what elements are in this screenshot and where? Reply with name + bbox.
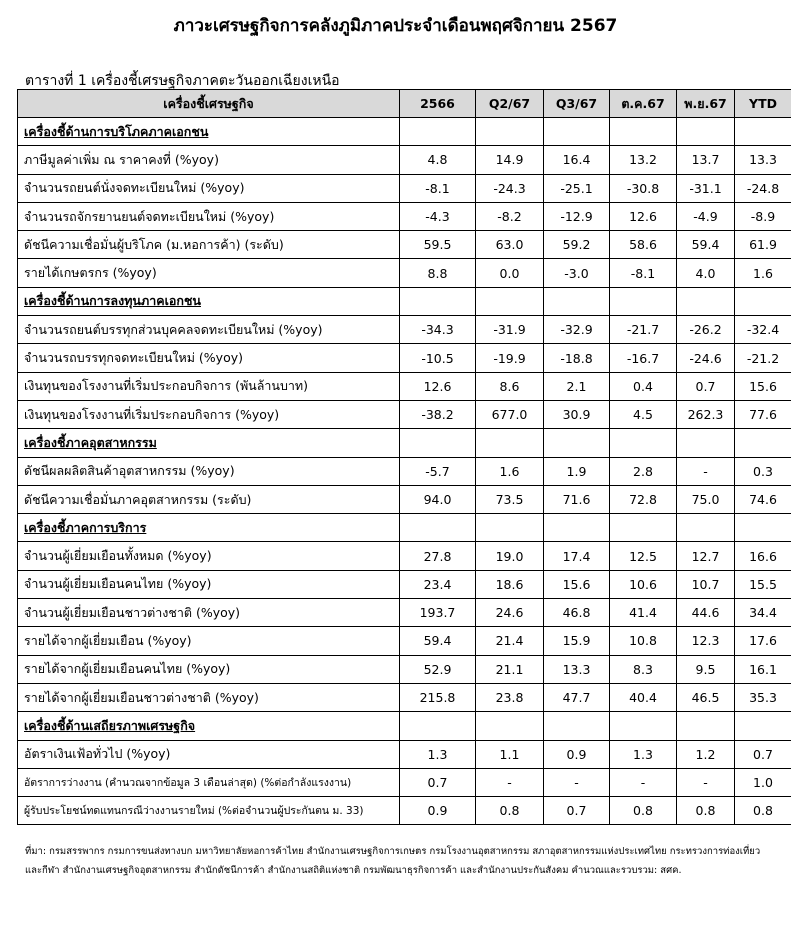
value-cell: 35.3	[735, 683, 791, 711]
value-cell: 8.6	[476, 372, 544, 400]
value-cell: 0.7	[400, 768, 476, 796]
section-header-row	[18, 118, 791, 146]
indicator-label: ดัชนีความเชื่อมั่นภาคอุตสาหกรรม (ระดับ)	[18, 485, 400, 513]
column-header: ต.ค.67	[610, 90, 677, 118]
value-cell: 73.5	[476, 485, 544, 513]
value-cell: -8.2	[476, 202, 544, 230]
value-cell: 193.7	[400, 599, 476, 627]
table-row	[18, 259, 791, 287]
value-cell: -21.7	[610, 316, 677, 344]
value-cell: 15.5	[735, 570, 791, 598]
table-body	[18, 118, 791, 825]
indicator-label: จำนวนรถจักรยานยนต์จดทะเบียนใหม่ (%yoy)	[18, 202, 400, 230]
page-title: ภาวะเศรษฐกิจการคลังภูมิภาคประจำเดือนพฤศจิกายน 2567	[173, 16, 618, 36]
value-cell: 17.4	[544, 542, 610, 570]
empty-cell	[735, 287, 791, 315]
value-cell: -16.7	[610, 344, 677, 372]
value-cell: 71.6	[544, 485, 610, 513]
value-cell: -	[677, 457, 735, 485]
value-cell: 1.9	[544, 457, 610, 485]
empty-cell	[677, 118, 735, 146]
empty-cell	[544, 514, 610, 542]
value-cell: 74.6	[735, 485, 791, 513]
table-row	[18, 457, 791, 485]
indicator-label: ดัชนีผลผลิตสินค้าอุตสาหกรรม (%yoy)	[18, 457, 400, 485]
value-cell: -	[544, 768, 610, 796]
empty-cell	[610, 287, 677, 315]
value-cell: 15.6	[735, 372, 791, 400]
empty-cell	[476, 118, 544, 146]
value-cell: -10.5	[400, 344, 476, 372]
value-cell: -21.2	[735, 344, 791, 372]
value-cell: 1.6	[476, 457, 544, 485]
empty-cell	[400, 287, 476, 315]
value-cell: 21.1	[476, 655, 544, 683]
value-cell: 13.7	[677, 146, 735, 174]
value-cell: -32.4	[735, 316, 791, 344]
column-header: Q3/67	[544, 90, 610, 118]
value-cell: 9.5	[677, 655, 735, 683]
value-cell: 0.0	[476, 259, 544, 287]
value-cell: 12.7	[677, 542, 735, 570]
value-cell: -26.2	[677, 316, 735, 344]
value-cell: 1.0	[735, 768, 791, 796]
indicator-label: รายได้จากผู้เยี่ยมเยือน (%yoy)	[18, 627, 400, 655]
value-cell: -	[476, 768, 544, 796]
value-cell: 21.4	[476, 627, 544, 655]
value-cell: 2.8	[610, 457, 677, 485]
table-caption: ตารางที่ 1 เครื่องชี้เศรษฐกิจภาคตะวันออกเฉียงเหนือ	[25, 73, 340, 89]
table-row	[18, 316, 791, 344]
empty-cell	[544, 118, 610, 146]
empty-cell	[677, 429, 735, 457]
source-line: และกีฬา สำนักงานเศรษฐกิจอุตสาหกรรม สำนักดัชนีการค้า สำนักงานสถิติแห่งชาติ กรมพัฒนาธุรกิจการค้า และสำนักงานประกันสังคม คำนวณและรวบรวม: สศค.	[25, 865, 682, 876]
indicator-label: รายได้จากผู้เยี่ยมเยือนคนไทย (%yoy)	[18, 655, 400, 683]
value-cell: 16.4	[544, 146, 610, 174]
value-cell: 17.6	[735, 627, 791, 655]
table-row	[18, 372, 791, 400]
value-cell: 41.4	[610, 599, 677, 627]
empty-cell	[400, 712, 476, 740]
empty-cell	[735, 429, 791, 457]
value-cell: 30.9	[544, 400, 610, 428]
column-header: YTD	[735, 90, 791, 118]
value-cell: 46.5	[677, 683, 735, 711]
value-cell: 4.8	[400, 146, 476, 174]
indicator-label: เงินทุนของโรงงานที่เริ่มประกอบกิจการ (พันล้านบาท)	[18, 372, 400, 400]
value-cell: 13.3	[735, 146, 791, 174]
value-cell: -4.3	[400, 202, 476, 230]
value-cell: 1.3	[610, 740, 677, 768]
table-row	[18, 740, 791, 768]
value-cell: -3.0	[544, 259, 610, 287]
value-cell: -25.1	[544, 174, 610, 202]
empty-cell	[735, 712, 791, 740]
value-cell: 63.0	[476, 231, 544, 259]
source-note	[25, 842, 775, 880]
value-cell: 23.4	[400, 570, 476, 598]
section-title: เครื่องชี้ด้านการบริโภคภาคเอกชน	[18, 118, 400, 146]
value-cell: -32.9	[544, 316, 610, 344]
value-cell: 10.7	[677, 570, 735, 598]
indicator-label: จำนวนรถยนต์นั่งจดทะเบียนใหม่ (%yoy)	[18, 174, 400, 202]
value-cell: 0.8	[735, 797, 791, 825]
table-row	[18, 344, 791, 372]
value-cell: 46.8	[544, 599, 610, 627]
indicator-label: จำนวนผู้เยี่ยมเยือนคนไทย (%yoy)	[18, 570, 400, 598]
value-cell: 677.0	[476, 400, 544, 428]
empty-cell	[677, 712, 735, 740]
value-cell: -8.1	[610, 259, 677, 287]
empty-cell	[544, 712, 610, 740]
empty-cell	[735, 514, 791, 542]
empty-cell	[610, 118, 677, 146]
value-cell: 0.4	[610, 372, 677, 400]
value-cell: 40.4	[610, 683, 677, 711]
value-cell: -8.9	[735, 202, 791, 230]
indicator-label: รายได้เกษตรกร (%yoy)	[18, 259, 400, 287]
value-cell: 13.2	[610, 146, 677, 174]
value-cell: 0.3	[735, 457, 791, 485]
empty-cell	[400, 514, 476, 542]
empty-cell	[677, 287, 735, 315]
empty-cell	[544, 287, 610, 315]
section-title: เครื่องชี้ภาคอุตสาหกรรม	[18, 429, 400, 457]
value-cell: -24.8	[735, 174, 791, 202]
value-cell: 23.8	[476, 683, 544, 711]
table-row	[18, 400, 791, 428]
value-cell: 72.8	[610, 485, 677, 513]
value-cell: 12.5	[610, 542, 677, 570]
table-row	[18, 231, 791, 259]
value-cell: 19.0	[476, 542, 544, 570]
section-header-row	[18, 287, 791, 315]
source-line: ที่มา: กรมสรรพากร กรมการขนส่งทางบก มหาวิทยาลัยหอการค้าไทย สำนักงานเศรษฐกิจการเกษตร กรมโรงงานอุตสาหกรรม สภาอุตสาหกรรมแห่งประเทศไทย กระทรวงการท่องเที่ยว	[25, 846, 761, 857]
value-cell: 0.9	[544, 740, 610, 768]
value-cell: 94.0	[400, 485, 476, 513]
table-header-row	[18, 90, 791, 118]
value-cell: 0.7	[677, 372, 735, 400]
value-cell: -34.3	[400, 316, 476, 344]
table-row	[18, 599, 791, 627]
value-cell: 0.7	[735, 740, 791, 768]
empty-cell	[610, 514, 677, 542]
value-cell: 77.6	[735, 400, 791, 428]
value-cell: 8.3	[610, 655, 677, 683]
value-cell: 44.6	[677, 599, 735, 627]
indicator-label: อัตราเงินเฟ้อทั่วไป (%yoy)	[18, 740, 400, 768]
table-row	[18, 542, 791, 570]
table-row	[18, 570, 791, 598]
value-cell: 10.6	[610, 570, 677, 598]
value-cell: -24.3	[476, 174, 544, 202]
value-cell: 1.6	[735, 259, 791, 287]
indicator-label: จำนวนผู้เยี่ยมเยือนชาวต่างชาติ (%yoy)	[18, 599, 400, 627]
empty-cell	[544, 429, 610, 457]
empty-cell	[400, 429, 476, 457]
section-header-row	[18, 514, 791, 542]
indicator-label: อัตราการว่างงาน (คำนวณจากข้อมูล 3 เดือนล่าสุด) (%ต่อกำลังแรงงาน)	[18, 768, 400, 796]
value-cell: 0.8	[610, 797, 677, 825]
value-cell: 15.9	[544, 627, 610, 655]
value-cell: 59.4	[677, 231, 735, 259]
value-cell: 58.6	[610, 231, 677, 259]
table-row	[18, 202, 791, 230]
value-cell: 52.9	[400, 655, 476, 683]
value-cell: 75.0	[677, 485, 735, 513]
table-row	[18, 683, 791, 711]
value-cell: 1.3	[400, 740, 476, 768]
value-cell: -19.9	[476, 344, 544, 372]
table-row	[18, 146, 791, 174]
value-cell: 15.6	[544, 570, 610, 598]
table-row	[18, 797, 791, 825]
indicator-label: รายได้จากผู้เยี่ยมเยือนชาวต่างชาติ (%yoy)	[18, 683, 400, 711]
value-cell: -30.8	[610, 174, 677, 202]
value-cell: 16.6	[735, 542, 791, 570]
value-cell: 59.5	[400, 231, 476, 259]
table-row	[18, 627, 791, 655]
empty-cell	[400, 118, 476, 146]
value-cell: 0.8	[476, 797, 544, 825]
indicator-label: เงินทุนของโรงงานที่เริ่มประกอบกิจการ (%yoy)	[18, 400, 400, 428]
table-row	[18, 768, 791, 796]
value-cell: 1.1	[476, 740, 544, 768]
value-cell: -	[610, 768, 677, 796]
value-cell: 0.9	[400, 797, 476, 825]
value-cell: -	[677, 768, 735, 796]
empty-cell	[610, 712, 677, 740]
indicator-label: ภาษีมูลค่าเพิ่ม ณ ราคาคงที่ (%yoy)	[18, 146, 400, 174]
empty-cell	[476, 287, 544, 315]
column-header: เครื่องชี้เศรษฐกิจ	[18, 90, 400, 118]
value-cell: 4.5	[610, 400, 677, 428]
value-cell: 13.3	[544, 655, 610, 683]
value-cell: -31.9	[476, 316, 544, 344]
empty-cell	[476, 514, 544, 542]
value-cell: 14.9	[476, 146, 544, 174]
value-cell: 12.6	[610, 202, 677, 230]
value-cell: 47.7	[544, 683, 610, 711]
value-cell: 10.8	[610, 627, 677, 655]
section-title: เครื่องชี้ภาคการบริการ	[18, 514, 400, 542]
section-title: เครื่องชี้ด้านการลงทุนภาคเอกชน	[18, 287, 400, 315]
column-header: 2566	[400, 90, 476, 118]
value-cell: -5.7	[400, 457, 476, 485]
value-cell: 24.6	[476, 599, 544, 627]
empty-cell	[476, 712, 544, 740]
value-cell: 59.4	[400, 627, 476, 655]
value-cell: -18.8	[544, 344, 610, 372]
section-header-row	[18, 712, 791, 740]
value-cell: 1.2	[677, 740, 735, 768]
value-cell: 34.4	[735, 599, 791, 627]
table-row	[18, 485, 791, 513]
section-header-row	[18, 429, 791, 457]
indicator-label: จำนวนผู้เยี่ยมเยือนทั้งหมด (%yoy)	[18, 542, 400, 570]
value-cell: -8.1	[400, 174, 476, 202]
section-title: เครื่องชี้ด้านเสถียรภาพเศรษฐกิจ	[18, 712, 400, 740]
value-cell: 0.8	[677, 797, 735, 825]
indicator-label: ดัชนีความเชื่อมั่นผู้บริโภค (ม.หอการค้า) (ระดับ)	[18, 231, 400, 259]
value-cell: 16.1	[735, 655, 791, 683]
value-cell: 262.3	[677, 400, 735, 428]
value-cell: -24.6	[677, 344, 735, 372]
value-cell: 215.8	[400, 683, 476, 711]
value-cell: 8.8	[400, 259, 476, 287]
value-cell: 27.8	[400, 542, 476, 570]
value-cell: -4.9	[677, 202, 735, 230]
value-cell: 12.3	[677, 627, 735, 655]
value-cell: -31.1	[677, 174, 735, 202]
value-cell: 0.7	[544, 797, 610, 825]
economic-indicators-table	[17, 89, 791, 825]
empty-cell	[476, 429, 544, 457]
table-row	[18, 655, 791, 683]
value-cell: 61.9	[735, 231, 791, 259]
indicator-label: จำนวนรถยนต์บรรทุกส่วนบุคคลจดทะเบียนใหม่ (%yoy)	[18, 316, 400, 344]
value-cell: 12.6	[400, 372, 476, 400]
value-cell: 18.6	[476, 570, 544, 598]
value-cell: 59.2	[544, 231, 610, 259]
table-row	[18, 174, 791, 202]
column-header: Q2/67	[476, 90, 544, 118]
column-header: พ.ย.67	[677, 90, 735, 118]
indicator-label: ผู้รับประโยชน์ทดแทนกรณีว่างงานรายใหม่ (%ต่อจำนวนผู้ประกันตน ม. 33)	[18, 797, 400, 825]
value-cell: -38.2	[400, 400, 476, 428]
value-cell: -12.9	[544, 202, 610, 230]
empty-cell	[735, 118, 791, 146]
value-cell: 2.1	[544, 372, 610, 400]
empty-cell	[610, 429, 677, 457]
indicator-label: จำนวนรถบรรทุกจดทะเบียนใหม่ (%yoy)	[18, 344, 400, 372]
empty-cell	[677, 514, 735, 542]
value-cell: 4.0	[677, 259, 735, 287]
